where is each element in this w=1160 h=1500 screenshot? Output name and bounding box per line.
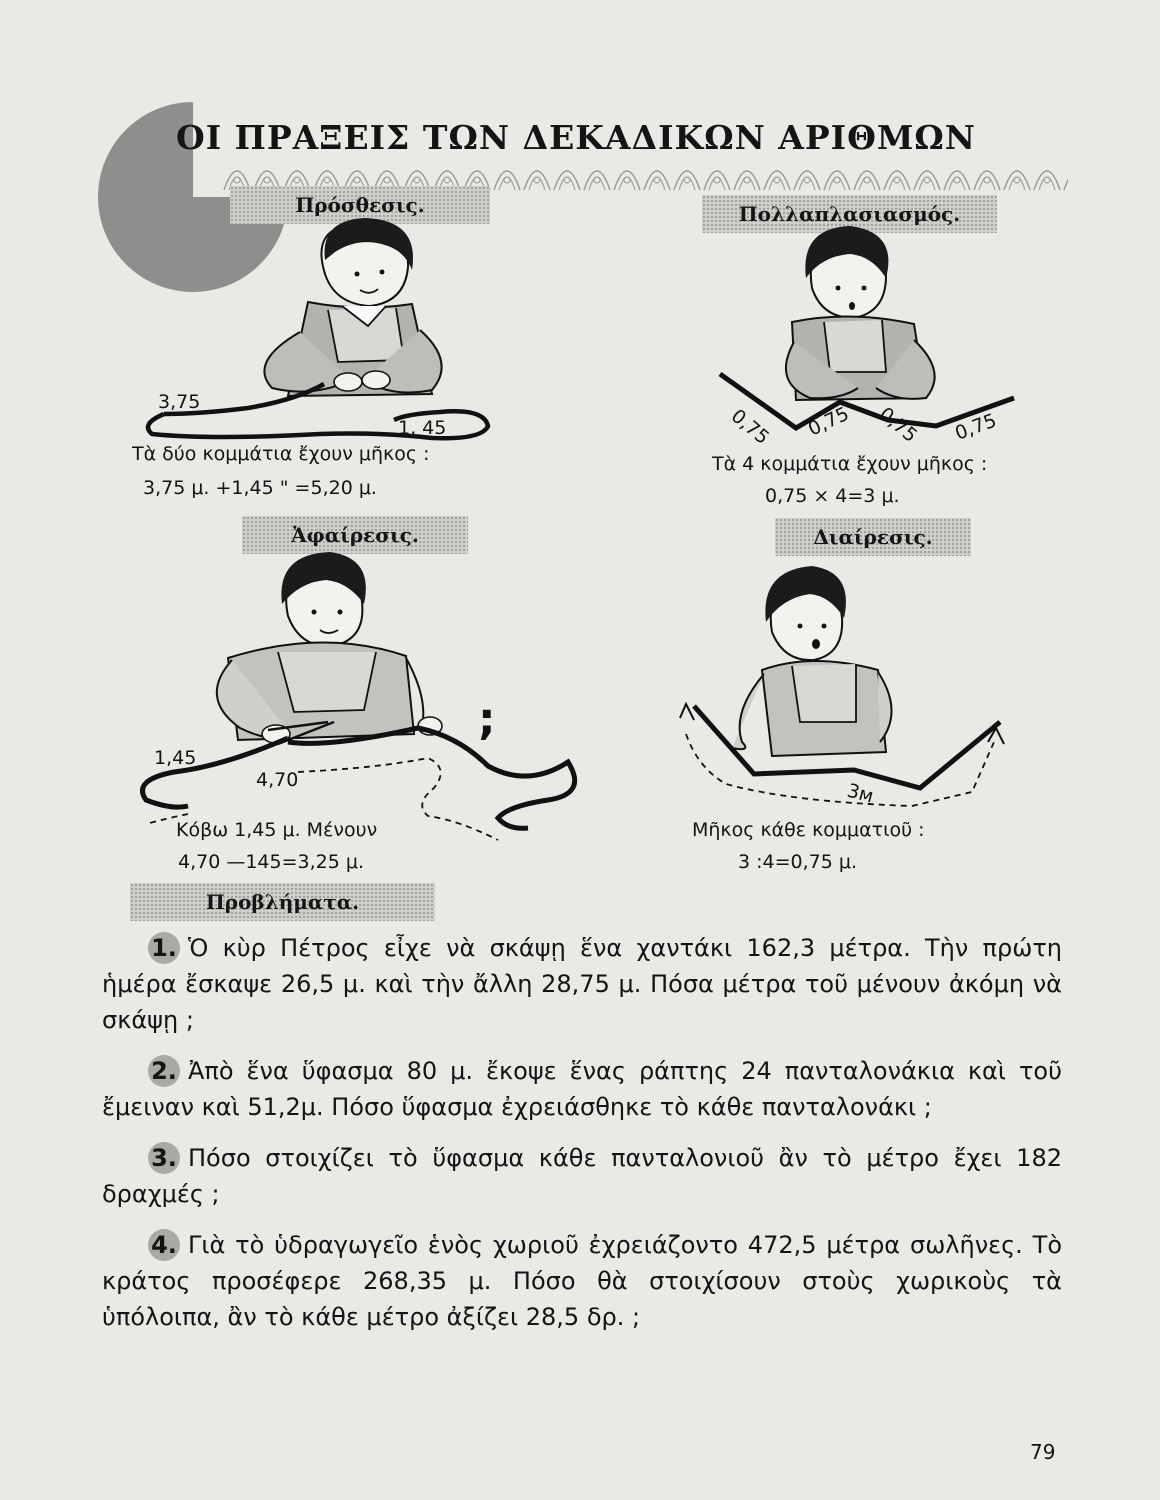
- multiplication-caption-line1: Τὰ 4 κομμάτια ἔχουν μῆκος :: [712, 453, 988, 475]
- problem-number: 3.: [148, 1142, 180, 1174]
- multiplication-illustration: [700, 222, 1040, 452]
- problem-text: Γιὰ τὸ ὑδραγωγεῖο ἑνὸς χωριοῦ ἐχρειάζοντο 472,5 μέτρα σωλῆνες. Τὸ κράτος προσέφερε 268,35 μ. Πόσο θὰ στοιχίσουν στοὺς χωρικοὺς τὰ ὑπόλοιπα, ἂν τὸ κάθε μέτρο ἀξίζει 28,5 δρ. ;: [102, 1231, 1062, 1331]
- problem-text: Ὁ κὺρ Πέτρος εἶχε νὰ σκάψῃ ἕνα χαντάκι 162,3 μέτρα. Τὴν πρώτη ἡμέρα ἔσκαψε 26,5 μ. καὶ τὴν ἄλλη 28,75 μ. Πόσα μέτρα τοῦ μένουν ἀκόμη νὰ σκάψῃ ;: [102, 934, 1062, 1034]
- problem-item: [102, 1227, 1062, 1335]
- page-number: 79: [1030, 1440, 1056, 1464]
- problem-item: [102, 1140, 1062, 1212]
- question-mark-label: ;: [478, 694, 496, 745]
- addition-illustration: [120, 212, 520, 452]
- boy-figure: [264, 218, 441, 396]
- problems-list: [102, 930, 1062, 1350]
- problem-text: Ἀπὸ ἕνα ὕφασμα 80 μ. ἔκοψε ἕνας ράπτης 24 πανταλονάκια καὶ τοῦ ἔμειναν καὶ 51,2μ. Πόσο ὕφασμα ἐχρειάσθηκε τὸ κάθε πανταλονάκι ;: [102, 1057, 1062, 1121]
- length-label: 0,75: [952, 409, 1000, 445]
- addition-caption-line2: 3,75 μ. +1,45 " =5,20 μ.: [143, 477, 377, 499]
- boy-figure: [732, 566, 892, 756]
- problem-text: Πόσο στοιχίζει τὸ ὕφασμα κάθε πανταλονιοῦ ἂν τὸ μέτρο ἔχει 182 δραχμές ;: [102, 1144, 1062, 1208]
- length-label: 3м: [844, 779, 876, 808]
- boy-figure: [786, 226, 935, 400]
- division-heading: Διαίρεσις.: [775, 518, 971, 556]
- subtraction-illustration: [128, 548, 588, 848]
- problems-heading: Προβλήματα.: [130, 883, 435, 921]
- problem-number: 4.: [148, 1229, 180, 1261]
- length-label: 1, 45: [398, 417, 447, 439]
- length-label: 0,75: [804, 402, 853, 441]
- addition-heading: Πρόσθεσις.: [230, 186, 490, 224]
- division-caption-line1: Μῆκος κάθε κομματιοῦ :: [692, 819, 925, 841]
- length-label: 1,45: [154, 747, 197, 769]
- division-illustration: [672, 552, 1022, 822]
- problem-item: [102, 930, 1062, 1038]
- length-label: 0,75: [874, 402, 922, 448]
- boy-figure: [217, 552, 442, 743]
- multiplication-heading: Πολλαπλασιασμός.: [702, 195, 997, 233]
- problem-item: [102, 1053, 1062, 1125]
- length-label: 4,70: [256, 769, 299, 791]
- problem-number: 1.: [148, 932, 180, 964]
- subtraction-caption-line2: 4,70 —145=3,25 μ.: [178, 851, 365, 873]
- subtraction-heading: Ἀφαίρεσις.: [242, 516, 468, 554]
- subtraction-caption-line1: Κόβω 1,45 μ. Μένουν: [176, 819, 378, 841]
- addition-caption-line1: Τὰ δύο κομμάτια ἔχουν μῆκος :: [132, 443, 430, 465]
- string-remaining: [288, 728, 575, 828]
- multiplication-caption-line2: 0,75 × 4=3 μ.: [765, 485, 900, 507]
- length-label: 0,75: [726, 404, 774, 450]
- length-label: 3,75: [158, 391, 201, 413]
- page-title: ΟΙ ΠΡΑΞΕΙΣ ΤΩΝ ΔΕΚΑΔΙΚΩΝ ΑΡΙΘΜΩΝ: [176, 118, 976, 157]
- division-caption-line2: 3 :4=0,75 μ.: [738, 851, 858, 873]
- problem-number: 2.: [148, 1055, 180, 1087]
